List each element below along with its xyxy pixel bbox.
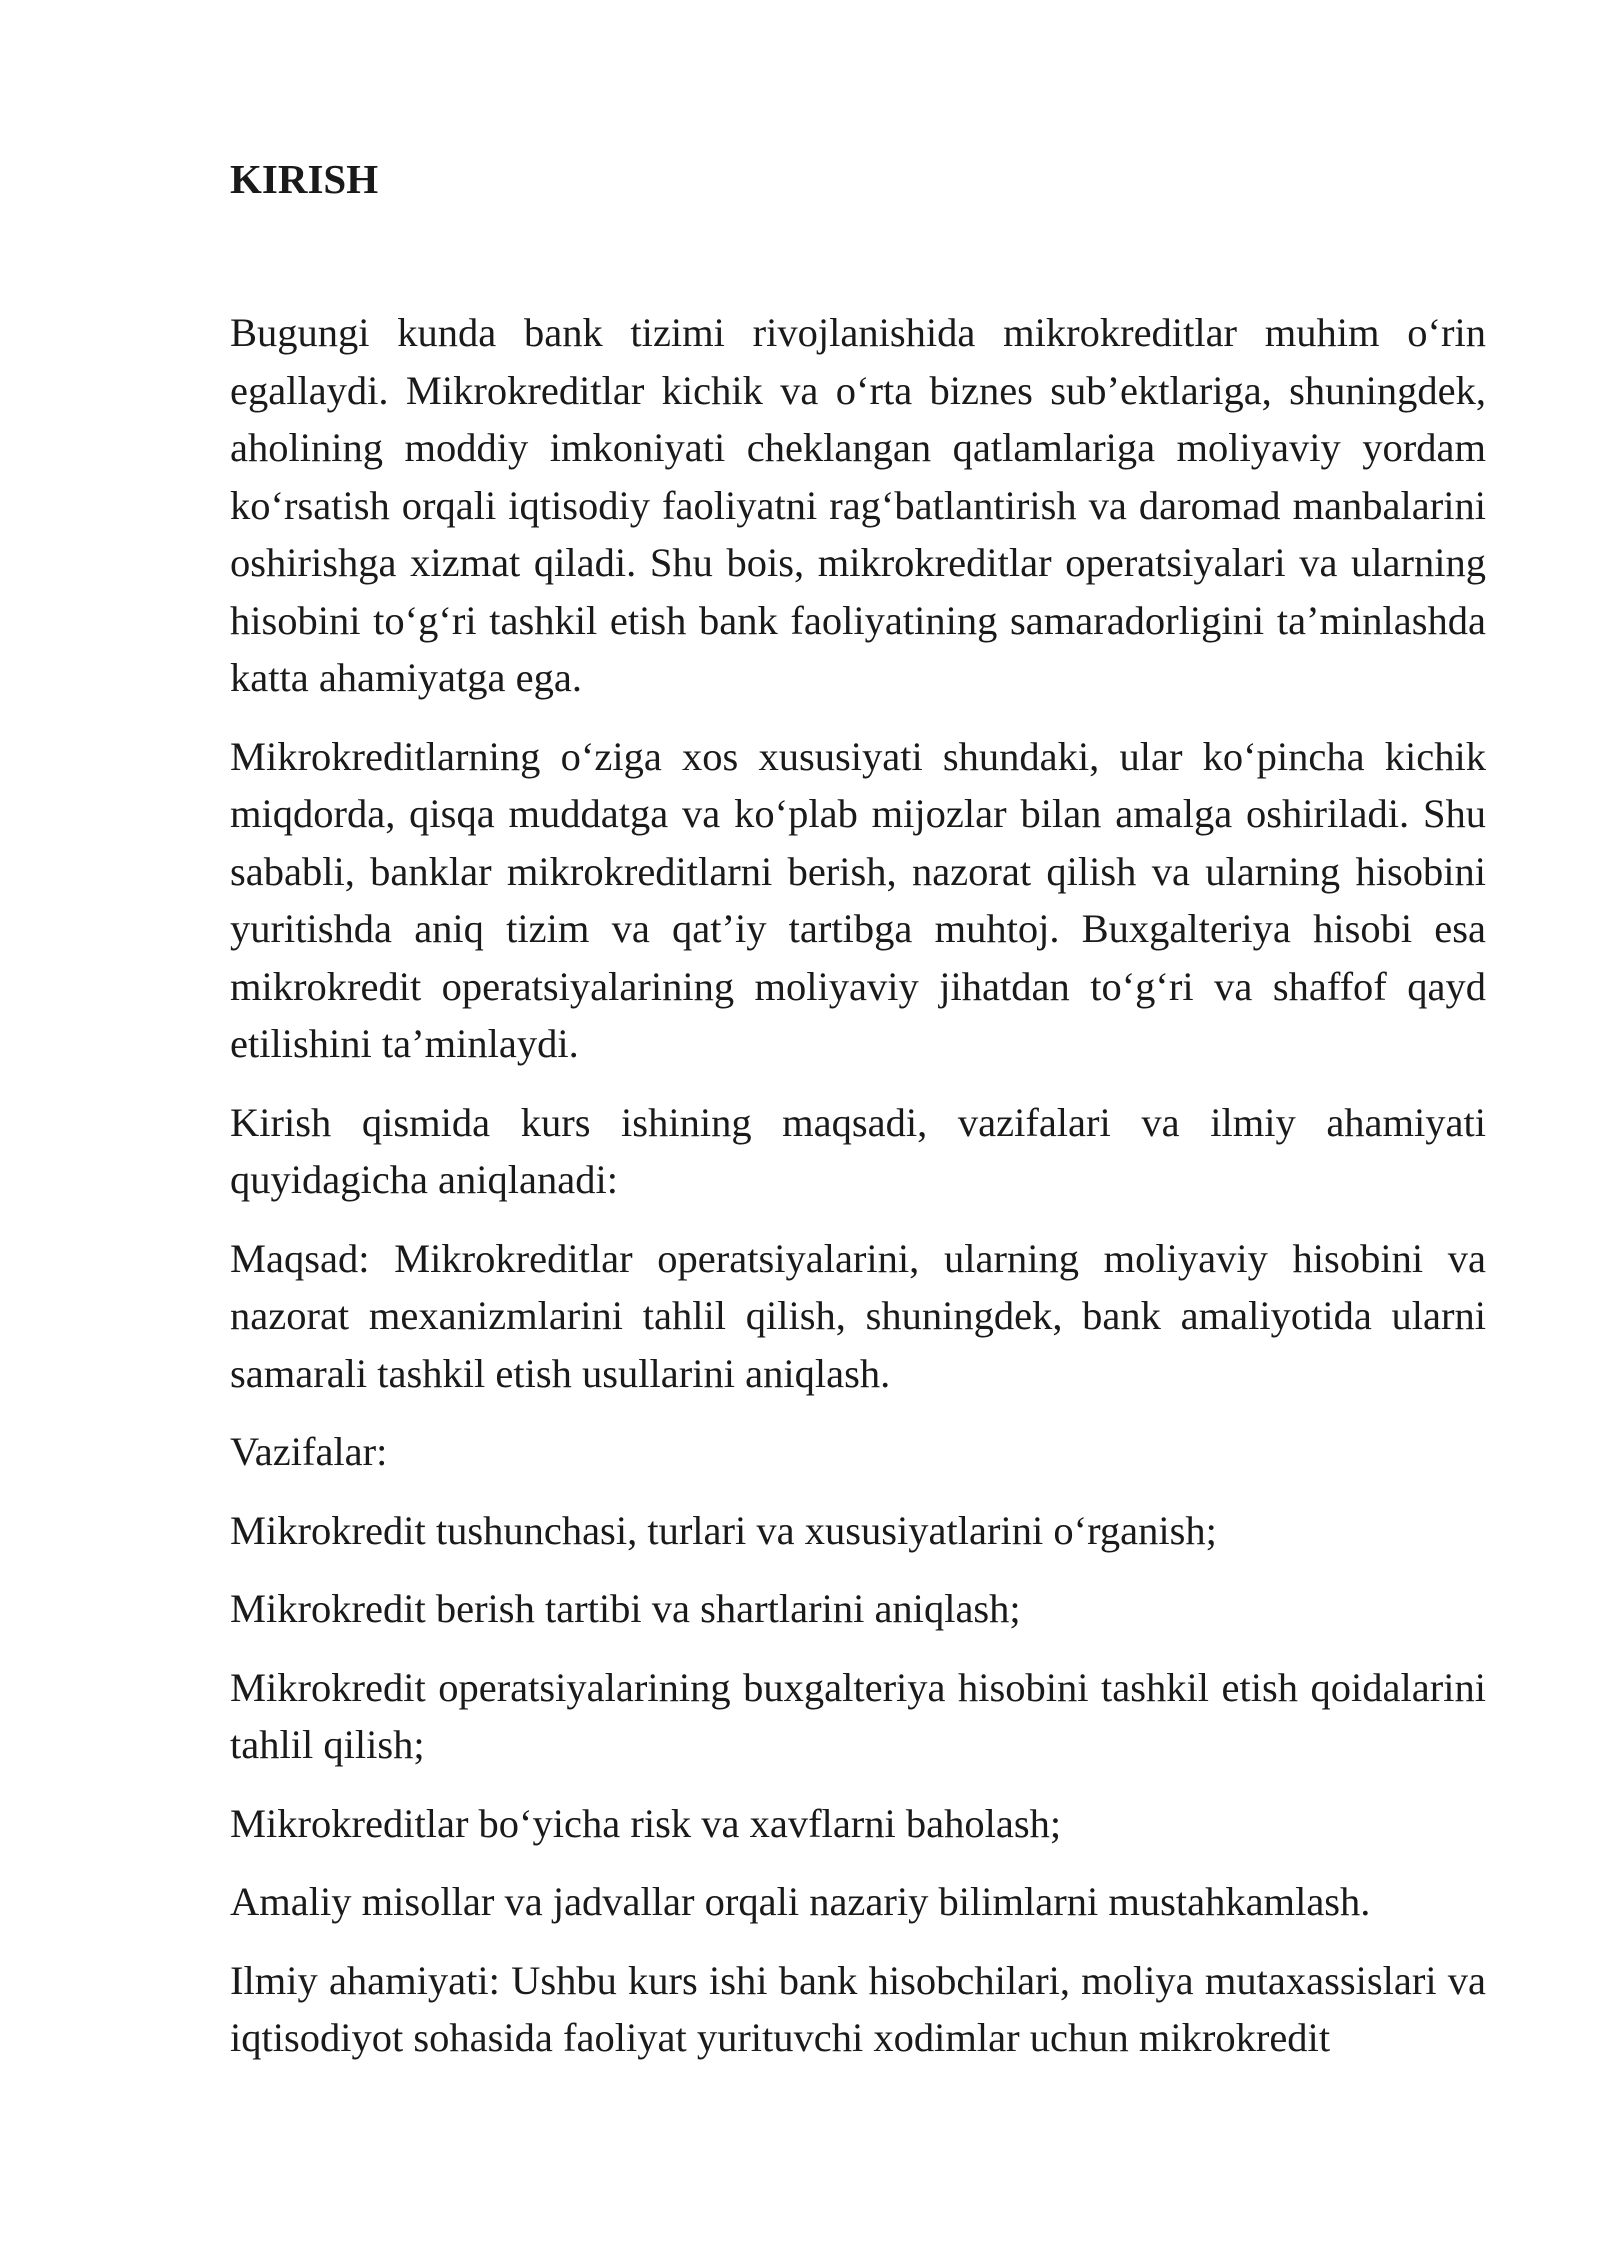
paragraph-purpose-intro: Kirish qismida kurs ishining maqsadi, vazifalari va ilmiy ahamiyati quyidagicha aniqlanadi: [230, 1099, 1486, 1202]
paragraph-goal: Maqsad: Mikrokreditlar operatsiyalarini, ularning moliyaviy hisobini va nazorat mexanizmlarini tahlil qilish, shuningdek, bank amaliyotida ularni samarali tashkil etish usullarini aniqlash. [230, 1235, 1486, 1396]
section-heading: KIRISH [230, 156, 379, 202]
document-body [230, 150, 1486, 2088]
paragraph-intro: Bugungi kunda bank tizimi rivojlanishida mikrokreditlar muhim o‘rin egallaydi. Mikrokreditlar kichik va o‘rta biznes sub’ektlariga, shuningdek, aholining moddiy imkoniyati cheklangan qatlamlariga moliyaviy yordam ko‘rsatish orqali iqtisodiy faoliyatni rag‘batlantirish va daromad manbalarini oshirishga xizmat qiladi. Shu bois, mikrokreditlar operatsiyalari va ularning hisobini to‘g‘ri tashkil etish bank faoliyatining samaradorligini ta’minlashda katta ahamiyatga ega. [230, 310, 1486, 700]
task-item: Amaliy misollar va jadvallar orqali nazariy bilimlarni mustahkamlash. [230, 1879, 1371, 1924]
paragraph-tasks-label: Vazifalar: [230, 1429, 388, 1474]
task-item: Mikrokreditlar bo‘yicha risk va xavflarni baholash; [230, 1800, 1062, 1846]
task-item: Mikrokredit operatsiyalarining buxgalteriya hisobini tashkil etish qoidalarini tahlil qilish; [230, 1664, 1486, 1767]
paragraph-significance: Ilmiy ahamiyati: Ushbu kurs ishi bank hisobchilari, moliya mutaxassislari va iqtisodiyot sohasida faoliyat yurituvchi xodimlar uchun mikrokredit [230, 1957, 1486, 2060]
paragraph-features: Mikrokreditlarning o‘ziga xos xususiyati shundaki, ular ko‘pincha kichik miqdorda, qisqa muddatga va ko‘plab mijozlar bilan amalga oshiriladi. Shu sababli, banklar mikrokreditlarni berish, nazorat qilish va ularning hisobini yuritishda aniq tizim va qat’iy tartibga muhtoj. Buxgalteriya hisobi esa mikrokredit operatsiyalarining moliyaviy jihatdan to‘g‘ri va shaffof qayd etilishini ta’minlaydi. [230, 733, 1486, 1066]
task-item: Mikrokredit berish tartibi va shartlarini aniqlash; [230, 1586, 1021, 1631]
task-item: Mikrokredit tushunchasi, turlari va xususiyatlarini o‘rganish; [230, 1507, 1217, 1553]
